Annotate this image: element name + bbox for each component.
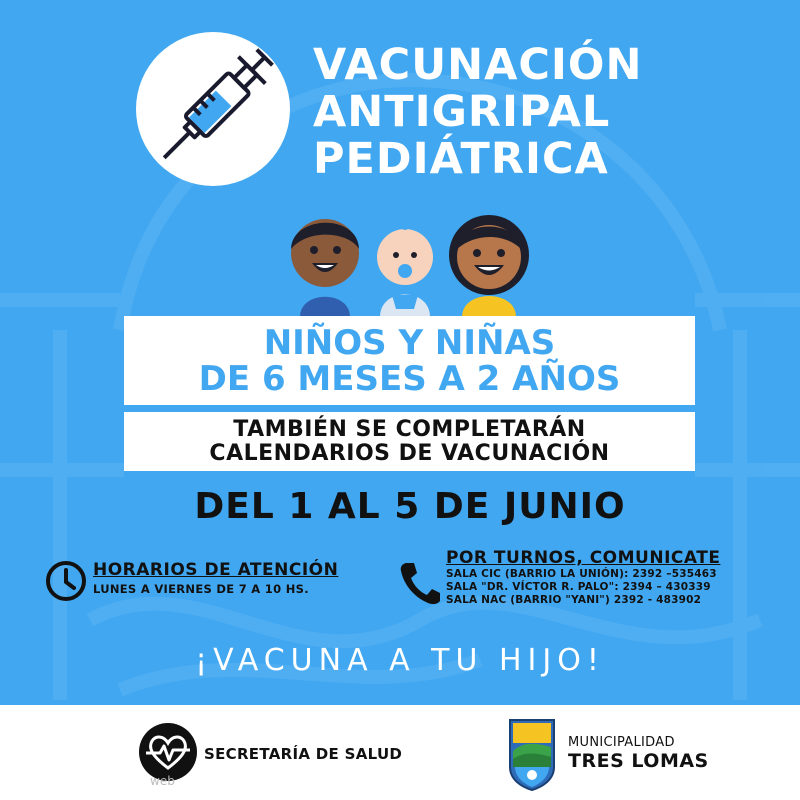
syringe-badge	[136, 32, 290, 186]
target-line-1: NIÑOS Y NIÑAS	[263, 323, 556, 363]
boy-figure	[291, 219, 359, 317]
poster-title	[313, 42, 783, 183]
contact-line: SALA NAC (BARRIO "YANI") 2392 - 483902	[446, 594, 702, 606]
title-line-2: ANTIGRIPAL	[313, 87, 611, 137]
footer-bar	[0, 705, 800, 800]
calendar-box	[124, 412, 695, 471]
appointment-contacts	[446, 548, 720, 607]
clock-icon	[44, 559, 88, 603]
health-secretariat-label: SECRETARÍA DE SALUD	[204, 745, 403, 763]
baby-figure	[377, 221, 433, 317]
phone-icon	[398, 559, 442, 605]
contact-line: SALA "DR. VÍCTOR R. PALO": 2394 – 430339	[446, 581, 711, 593]
title-line-1: VACUNACIÓN	[313, 40, 643, 90]
heart-pulse-icon	[138, 722, 198, 782]
municipality-line-1: MUNICIPALIDAD	[568, 735, 675, 750]
watermark-text: web	[150, 774, 175, 788]
appointments-heading: POR TURNOS, COMUNICATE	[446, 548, 721, 568]
calendar-line-1: TAMBIÉN SE COMPLETARÁN	[233, 417, 586, 442]
contact-line: SALA CIC (BARRIO LA UNIÓN): 2392 –535463	[446, 568, 717, 580]
girl-figure	[449, 215, 529, 317]
municipal-shield-icon	[507, 717, 557, 792]
slogan: ¡VACUNA A TU HIJO!	[195, 643, 605, 678]
children-illustration	[280, 205, 540, 317]
municipality-line-2: TRES LOMAS	[568, 750, 709, 772]
target-line-2: DE 6 MESES A 2 AÑOS	[198, 359, 621, 399]
campaign-dates: DEL 1 AL 5 DE JUNIO	[194, 486, 626, 527]
hours-heading: HORARIOS DE ATENCIÓN	[93, 560, 339, 580]
opening-hours	[93, 560, 338, 596]
target-age-box	[124, 316, 695, 405]
title-line-3: PEDIÁTRICA	[313, 134, 609, 184]
calendar-line-2: CALENDARIOS DE VACUNACIÓN	[209, 441, 610, 466]
municipality-label	[568, 735, 709, 772]
hours-detail: LUNES A VIERNES DE 7 A 10 HS.	[93, 582, 309, 596]
syringe-icon	[136, 32, 290, 186]
